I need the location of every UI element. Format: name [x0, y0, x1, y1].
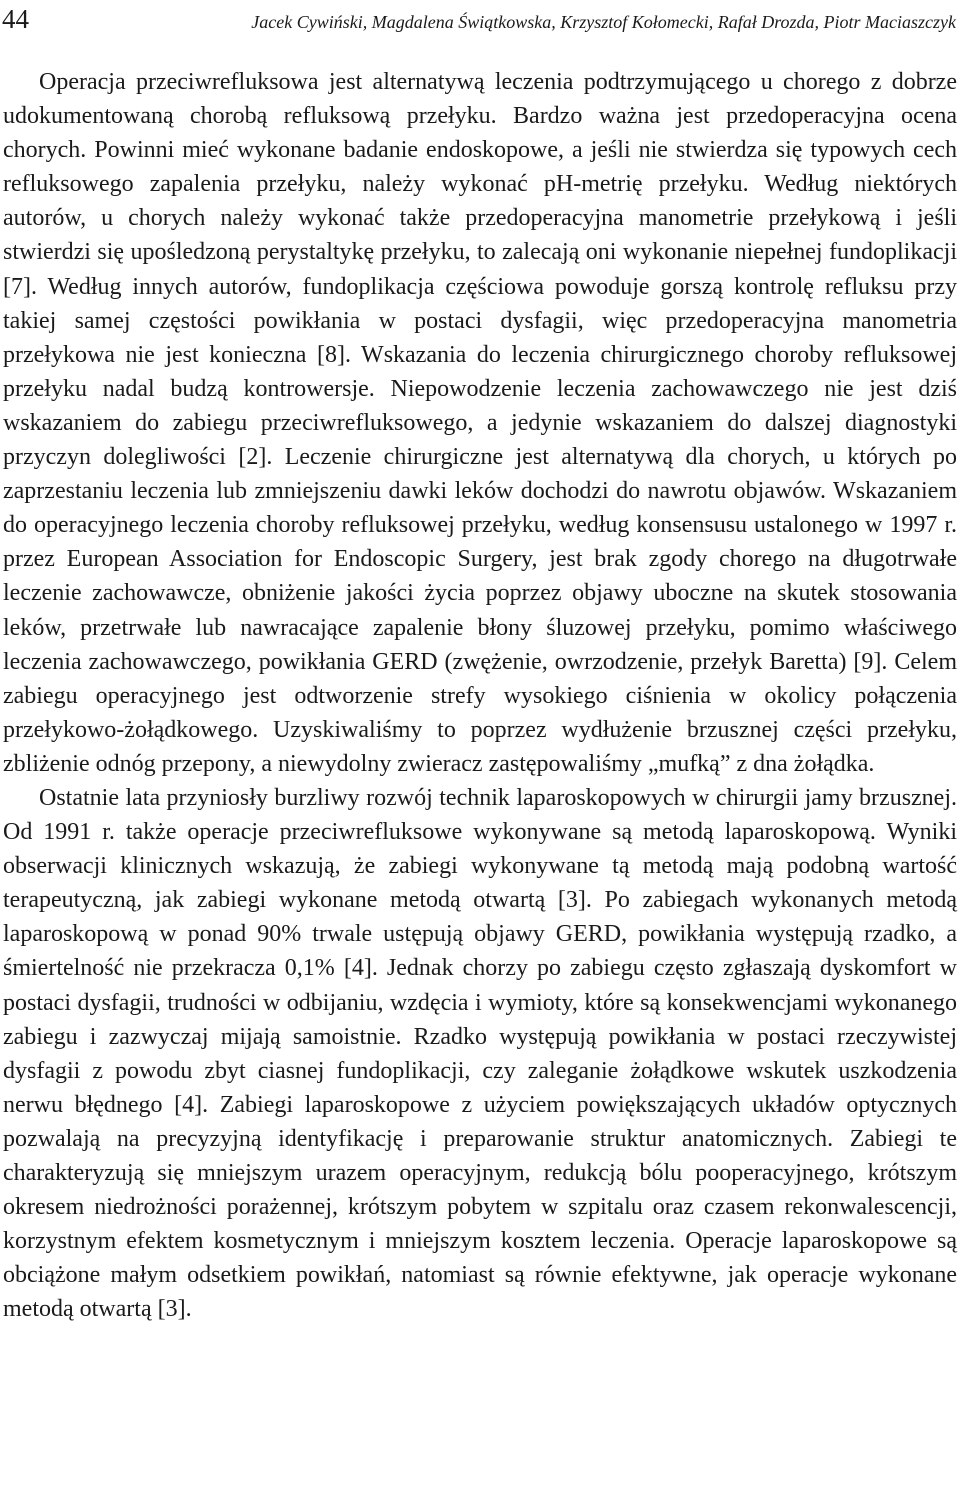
article-body [3, 65, 957, 1326]
body-paragraph: Ostatnie lata przyniosły burzliwy rozwój technik laparoskopowych w chirurgii jamy brzusznej. Od 1991 r. także operacje przeciwrefluksowe wykonywane są metodą laparoskopową. Wyniki obserwacji klinicznych wskazują, że zabiegi wykonywane tą metodą mają podobną wartość terapeutyczną, jak zabiegi wykonane metodą otwartą [3]. Po zabiegach wykonanych metodą laparoskopową w ponad 90% trwale ustępują objawy GERD, powikłania występują rzadko, a śmiertelność nie przekracza 0,1% [4]. Jednak chorzy po zabiegu często zgłaszają dyskomfort w postaci dysfagii, trudności w odbijaniu, wzdęcia i wymioty, które są konsekwencjami wykonanego zabiegu i zazwyczaj mijają samoistnie. Rzadko występują powikłania w postaci rzeczywistej dysfagii z powodu zbyt ciasnej fundoplikacji, czy zaleganie żołądkowe wskutek uszkodzenia nerwu błędnego [4]. Zabiegi laparoskopowe z użyciem powiększających układów optycznych pozwalają na precyzyjną identyfikację i preparowanie struktur anatomicznych. Zabiegi te charakteryzują się mniejszym urazem operacyjnym, redukcją bólu pooperacyjnego, krótszym okresem niedrożności porażennej, krótszym pobytem w szpitalu oraz czasem rekonwalescencji, korzystnym efektem kosmetycznym i mniejszym kosztem leczenia. Operacje laparoskopowe są obciążone małym odsetkiem powikłań, natomiast są równie efektywne, jak operacje wykonane metodą otwartą [3]. [3, 784, 957, 1323]
body-paragraph: Operacja przeciwrefluksowa jest alternatywą leczenia podtrzymującego u chorego z dobrze udokumentowaną chorobą refluksową przełyku. Bardzo ważna jest przedoperacyjna ocena chorych. Powinni mieć wykonane badanie endoskopowe, a jeśli nie stwierdza się typowych cech refluksowego zapalenia przełyku, należy wykonać pH-metrię przełyku. Według niektórych autorów, u chorych należy wykonać także przedoperacyjna manometrie przełykową i jeśli stwierdzi się upośledzoną perystaltykę przełyku, to zalecają oni wykonanie niepełnej fundoplikacji [7]. Według innych autorów, fundoplikacja częściowa powoduje gorszą kontrolę refluksu przy takiej samej częstości powikłania w postaci dysfagii, więc przedoperacyjna manometria przełykowa nie jest konieczna [8]. Wskazania do leczenia chirurgicznego choroby refluksowej przełyku nadal budzą kontrowersje. Niepowodzenie leczenia zachowawczego nie jest dziś wskazaniem do zabiegu przeciwrefluksowego, a jedynie wskazaniem do dalszej diagnostyki przyczyn dolegliwości [2]. Leczenie chirurgiczne jest alternatywą dla chorych, u których po zaprzestaniu leczenia lub zmniejszeniu dawki leków dochodzi do nawrotu objawów. Wskazaniem do operacyjnego leczenia choroby refluksowej przełyku, według konsensusu ustalonego w 1997 r. przez European Association for Endoscopic Surgery, jest brak zgody chorego na długotrwałe leczenie zachowawcze, obniżenie jakości życia poprzez objawy uboczne na skutek stosowania leków, przetrwałe lub nawracające zapalenie błony śluzowej przełyku, pomimo właściwego leczenia zachowawczego, powikłania GERD (zwężenie, owrzodzenie, przełyk Baretta) [9]. Celem zabiegu operacyjnego jest odtworzenie strefy wysokiego ciśnienia w okolicy połączenia przełykowo-żołądkowego. Uzyskiwaliśmy to poprzez wydłużenie brzusznej części przełyku, zbliżenie odnóg przepony, a niewydolny zwieracz zastępowaliśmy „mufką” z dna żołądka. [3, 69, 957, 777]
running-header-authors: Jacek Cywiński, Magdalena Świątkowska, Krzysztof Kołomecki, Rafał Drozda, Piotr Maciaszczyk [251, 12, 956, 32]
page-number: 44 [2, 4, 29, 34]
running-header [0, 4, 958, 34]
